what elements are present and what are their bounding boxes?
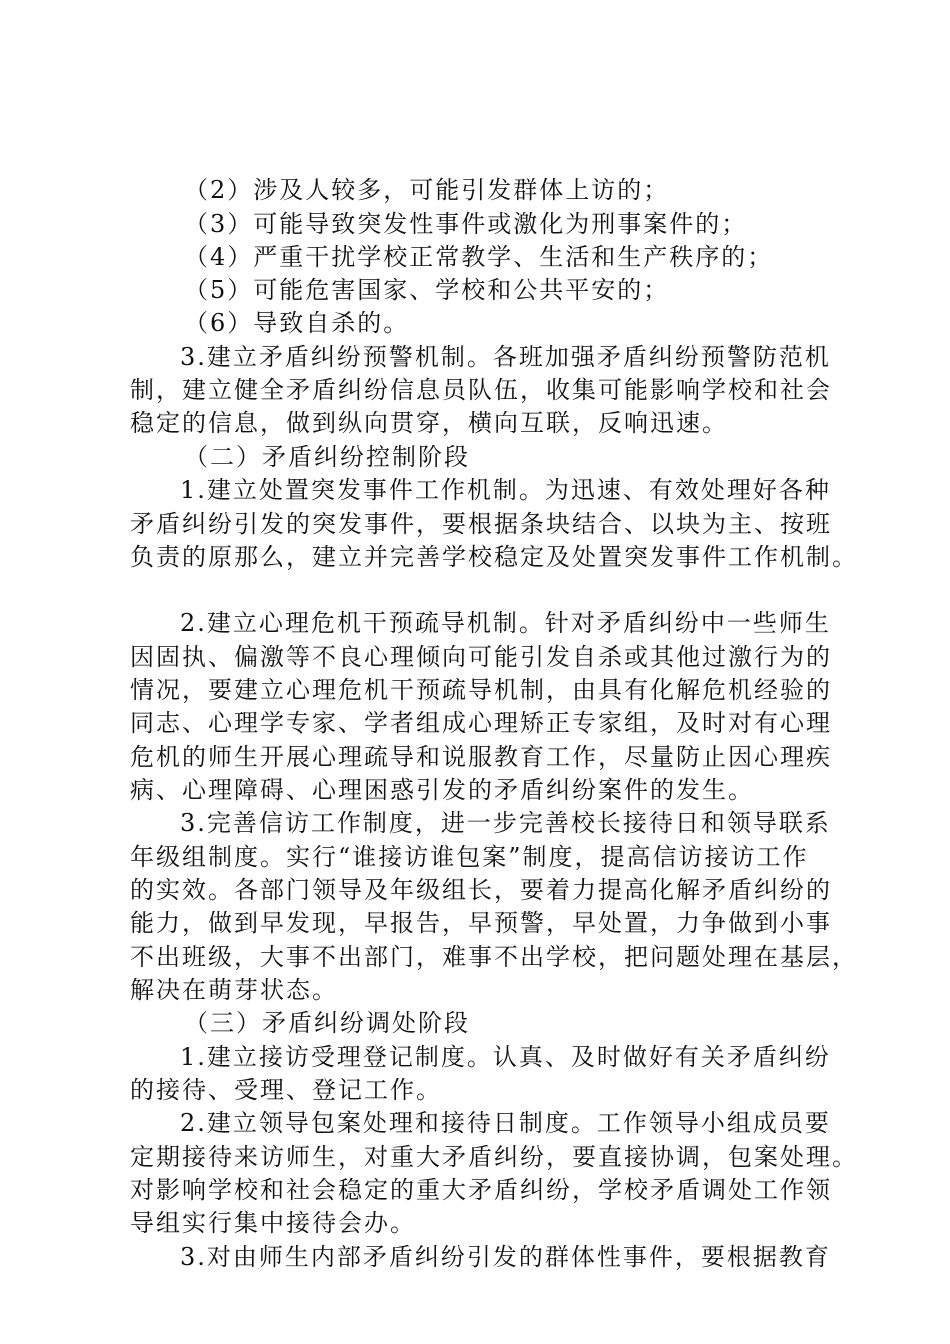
text-line: 3.对由师生内部矛盾纠纷引发的群体性事件，要根据教育 <box>180 1243 831 1271</box>
text-line: 3.完善信访工作制度，进一步完善校长接待日和领导联系 <box>180 809 831 837</box>
text-line: 危机的师生开展心理疏导和说服教育工作，尽量防止因心理疾 <box>130 743 832 771</box>
text-line: （2）涉及人较多，可能引发群体上访的； <box>184 176 670 204</box>
text-line: 矛盾纠纷引发的突发事件，要根据条块结合、以块为主、按班 <box>130 510 832 538</box>
section-heading: （三）矛盾纠纷调处阶段 <box>184 1009 470 1037</box>
text-line: 因固执、偏激等不良心理倾向可能引发自杀或其他过激行为的 <box>130 643 832 671</box>
text-line: 稳定的信息，做到纵向贯穿，横向互联，反响迅速。 <box>130 409 728 437</box>
text-line: 2.建立心理危机干预疏导机制。针对矛盾纠纷中一些师生 <box>180 609 831 637</box>
text-line: 的实效。各部门领导及年级组长，要着力提高化解矛盾纠纷的 <box>130 876 832 904</box>
text-line: 导组实行集中接待会办。 <box>130 1209 416 1237</box>
text-line: （5）可能危害国家、学校和公共平安的； <box>184 276 670 304</box>
text-line: （3）可能导致突发性事件或激化为刑事案件的； <box>184 210 748 238</box>
text-line: 负责的原那么，建立并完善学校稳定及处置突发事件工作机制。 <box>130 543 858 571</box>
text-line: 同志、心理学专家、学者组成心理矫正专家组，及时对有心理 <box>130 709 832 737</box>
text-line: 病、心理障碍、心理困惑引发的矛盾纠纷案件的发生。 <box>130 776 754 804</box>
section-heading: （二）矛盾纠纷控制阶段 <box>184 443 470 471</box>
text-line: 的接待、受理、登记工作。 <box>130 1076 442 1104</box>
text-line: 定期接待来访师生，对重大矛盾纠纷，要直接协调，包案处理。 <box>130 1143 858 1171</box>
text-line: 解决在萌芽状态。 <box>130 976 338 1004</box>
text-line: 对影响学校和社会稳定的重大矛盾纠纷，学校矛盾调处工作领 <box>130 1176 832 1204</box>
text-line: 1.建立处置突发事件工作机制。为迅速、有效处理好各种 <box>180 476 831 504</box>
text-line: 年级组制度。实行“谁接访谁包案”制度，提高信访接访工作 <box>130 843 809 871</box>
text-line: （6）导致自杀的。 <box>184 309 410 337</box>
text-line: 制，建立健全矛盾纠纷信息员队伍，收集可能影响学校和社会 <box>130 376 832 404</box>
text-line: 2.建立领导包案处理和接待日制度。工作领导小组成员要 <box>180 1109 831 1137</box>
text-line: 3.建立矛盾纠纷预警机制。各班加强矛盾纠纷预警防范机 <box>180 343 831 371</box>
text-line: 能力，做到早发现，早报告，早预警，早处置，力争做到小事 <box>130 909 832 937</box>
text-line: 不出班级，大事不出部门，难事不出学校，把问题处理在基层， <box>130 943 858 971</box>
text-line: （4）严重干扰学校正常教学、生活和生产秩序的； <box>184 243 774 271</box>
text-line: 1.建立接访受理登记制度。认真、及时做好有关矛盾纠纷 <box>180 1043 831 1071</box>
text-line: 情况，要建立心理危机干预疏导机制，由具有化解危机经验的 <box>130 676 832 704</box>
